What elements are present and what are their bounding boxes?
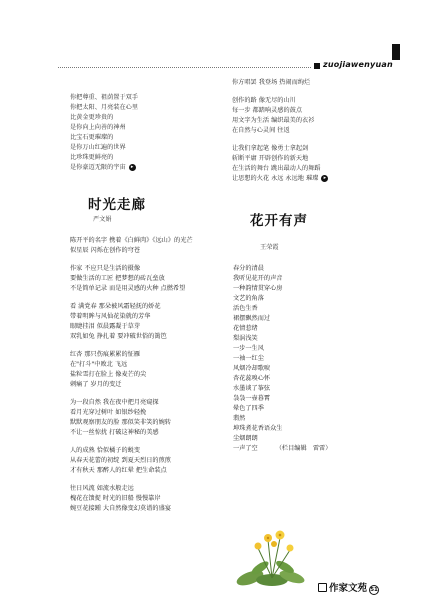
poem-line: 不让一丝惊扰 打破这神秘的美感 [70, 429, 159, 436]
poem-line: 我听见花开的声音 [233, 275, 283, 282]
poem-line: 在"打斗"中败北 飞远 [70, 361, 128, 368]
poem-line: 往日风流 如流水般走远 [70, 485, 134, 492]
poem-author-right: 王荣霞 [260, 244, 279, 251]
magazine-footer-logo [318, 580, 379, 595]
poem-line: 袅袅一壶暮霄 [233, 395, 271, 402]
poem-line: 槐花在馈捉 时光的旧船 慢慢靠岸 [70, 495, 161, 502]
stanza [232, 78, 382, 88]
poem-line: 是你豪迈无限的宇宙 ▸ [70, 163, 220, 173]
stanza [70, 484, 230, 514]
poem-body-left [70, 236, 230, 522]
poem-line: 刺痛了 岁月的变迁 [70, 381, 122, 388]
poem-line: 让思想的火花 永远 永远地 璀璨 ▸ [232, 174, 382, 184]
poem-line: 为一段自然 我在夜中把月亮窥探 [70, 399, 159, 406]
dotted-rule [58, 67, 311, 68]
poem-line: 水墨谈了筝弦 [233, 385, 271, 392]
poem-title-left: 时光走廊 [88, 197, 146, 213]
magazine-logo-icon [318, 583, 327, 592]
poem-line: 一声了空 （栏目编辑 雷雷） [233, 445, 332, 452]
poem-line: 在生活的舞台 跳出最动人的舞蹈 [232, 165, 321, 172]
poem-line: 让我们拿起笔 像勇士拿起剑 [232, 145, 309, 152]
right-top-poem [232, 78, 382, 192]
poem-line: 眼睫挂泪 似晨露凝于草芽 [70, 323, 141, 330]
magazine-name: 作家文苑 [329, 583, 368, 594]
end-of-article-icon: ▸ [321, 175, 328, 182]
stanza [70, 93, 220, 173]
poem-line: 从春天花蕾的初绽 到夏天烈日的煎煎 [70, 457, 171, 464]
leaves [235, 538, 306, 588]
poem-line: 是你向上向善的神州 [70, 124, 126, 131]
poem-line: 要做生活的工匠 把梦想的砖瓦垒放 [70, 275, 165, 282]
poem-line: 斩断平庸 开辟创作的新天地 [232, 155, 309, 162]
poem-line: 你把尊重、祖荫置于双手 [70, 94, 139, 101]
page-header [58, 60, 408, 74]
poem-line: 春分的清晨 [233, 265, 264, 272]
poem-line: 尘烟朗朗 [233, 435, 258, 442]
editor-note: （栏目编辑 雷雷） [275, 445, 332, 452]
section-tab-mark [392, 44, 400, 60]
poem-line: 梨涡浅笑 [233, 335, 258, 342]
poem-line: 似星辰 闪烁在创作的穹苍 [70, 247, 141, 254]
poem-line: 才有秋天 那醉人的红晕 把生命装点 [70, 467, 167, 474]
poem-line: 人的成熟 恰似橘子的蜕变 [70, 447, 141, 454]
stanza [70, 350, 230, 390]
poem-line: 婉豆花接踵 大自然像变幻莫谱的盛宴 [70, 505, 171, 512]
poem-line: 比珍珠更鲜亮的 [70, 154, 114, 161]
poem-line: 花情惹绪 [233, 325, 258, 332]
poem-line: 裙摆飘然而过 [233, 315, 271, 322]
stanza [232, 144, 382, 184]
poem-line: 双乳如兔 挣扎着 要冲破世俗的篱笆 [70, 333, 167, 340]
stanza [70, 446, 230, 476]
poem-author-left: 严文娟 [93, 216, 112, 223]
poem-line: 晕色了四季 [233, 405, 264, 412]
poem-line: 你方唱罢 我登场 热闹而绚烂 [232, 79, 311, 86]
poem-line: 作家 不应只是生活的摄像 [70, 265, 141, 272]
poem-title-right: 花开有声 [250, 213, 308, 229]
stanza [70, 264, 230, 294]
poem-line: 比黄金更珍贵的 [70, 114, 114, 121]
poem-line: 红杏 那只伤痕累累的怔雁 [70, 351, 141, 358]
poem-line: 每一步 都踏响灵感的鼓点 [232, 107, 303, 114]
poem-line: 在自然与心灵间 往返 [232, 127, 290, 134]
flower-plant-illustration [230, 520, 320, 590]
poem-body-right [233, 264, 393, 454]
stanza [70, 302, 230, 342]
stanza [70, 236, 230, 256]
poem-line: 默默观察朋友的脸 那似笑非笑的婉转 [70, 419, 171, 426]
stanza [70, 398, 230, 438]
poem-line: 坤珠煮花香语众生 [233, 425, 283, 432]
bullet-square-icon [314, 63, 320, 69]
poem-line: 盐粒雪打在脸上 像麦芒的尖 [70, 371, 147, 378]
poem-line: 你把太阳、月亮装在心里 [70, 104, 139, 111]
poem-line: 用文字为生活 编织最美的衣衫 [232, 117, 315, 124]
left-top-poem [70, 93, 220, 181]
poem-line: 文艺的角落 [233, 295, 264, 302]
poem-line: 看 满党春 那朵被风霜轻抚的娇花 [70, 303, 161, 310]
poem-line: 创作的路 像无尽的山川 [232, 97, 296, 104]
poem-line: 一袖一红尘 [233, 355, 264, 362]
page-number: 51 [370, 587, 378, 593]
poem-line: 一步一生风 [233, 345, 264, 352]
poem-line: 带着明眸与风仙花染就的芳华 [70, 313, 151, 320]
poem-line: 翡然 [233, 415, 246, 422]
poem-line: 陈开平的名字 携着《白鲜肉》《远山》的光芒 [70, 237, 193, 244]
flowers [255, 531, 294, 552]
poem-line: 一种韵情贯穿心房 [233, 285, 283, 292]
magazine-pinyin-brand: zuojiawenyuan [323, 60, 393, 69]
poem-line: 比宝石更璀璨的 [70, 134, 114, 141]
poem-line: 活色生香 [233, 305, 258, 312]
poem-line: 看月光穿过树叶 如银纱轻挽 [70, 409, 147, 416]
poem-line: 风烟冷却歌唳 [233, 365, 271, 372]
poem-line: 杏花蕊嗅心怀 [233, 375, 271, 382]
poem-line: 不是简单记录 而是用灵感的火种 点燃希望 [70, 285, 186, 292]
end-of-article-icon: ▸ [129, 164, 136, 171]
stanza [232, 96, 382, 136]
poem-line: 是你万山红遍的世界 [70, 144, 126, 151]
